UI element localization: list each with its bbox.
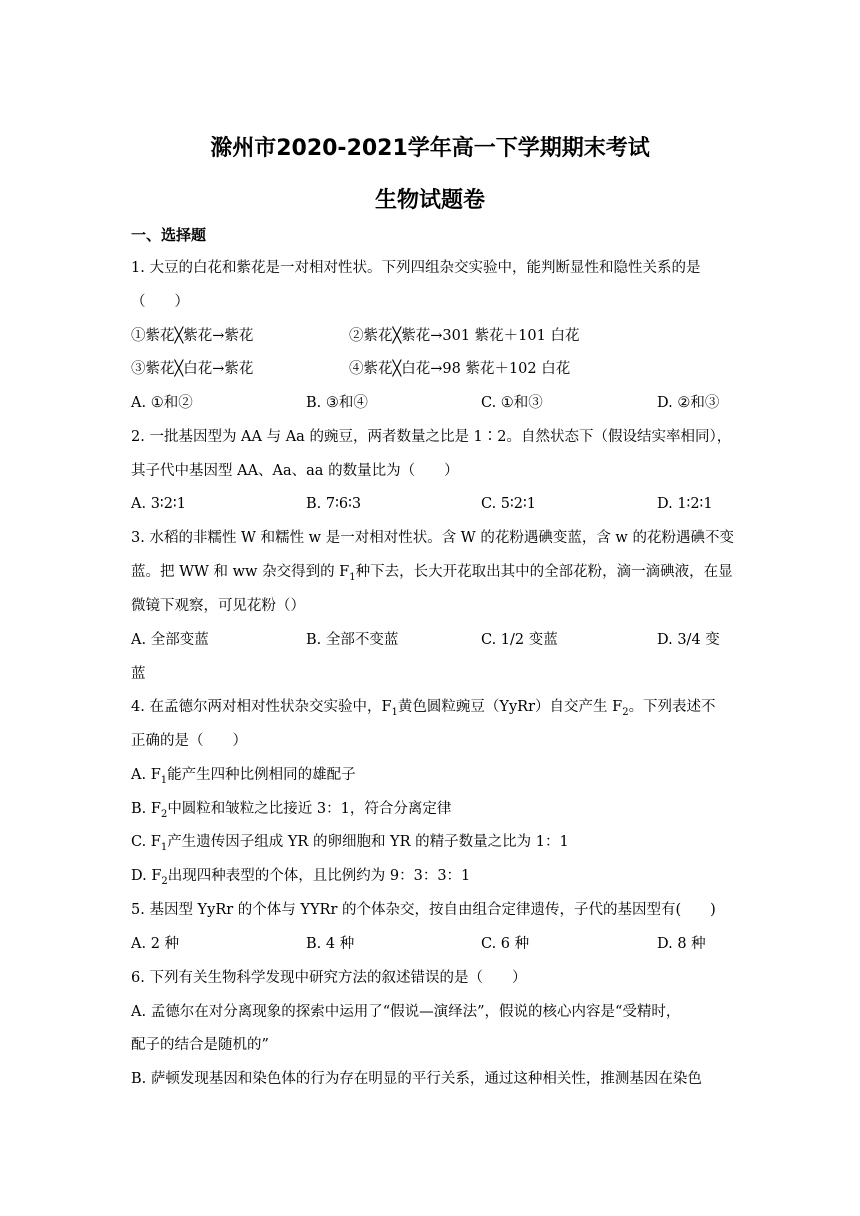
q5-option-b: B. 4 种: [306, 936, 355, 952]
q4-option-d: D. $F_2$出现四种表型的个体，且比例约为 9：3：3：1: [131, 868, 471, 887]
section-heading: 一、选择题: [131, 226, 207, 244]
q5-stem: 5. 基因型 YyRr 的个体与 YYRr 的个体杂交，按自由组合定律遗传，子代的基因型有( ): [131, 902, 716, 918]
q4-option-a: A. $F_1$能产生四种比例相同的雄配子: [131, 767, 356, 786]
q3-stem-line3: 微镜下观察，可见花粉（）: [131, 598, 305, 614]
q4-option-b: B. $F_2$中圆粒和皱粒之比接近 3：1，符合分离定律: [131, 801, 452, 820]
q2-stem-line2: 其子代中基因型 AA、Aa、aa 的数量比为（ ）: [131, 463, 459, 479]
q3-option-d: D. 3/4 变: [657, 632, 720, 648]
q6-stem: 6. 下列有关生物科学发现中研究方法的叙述错误的是（ ）: [131, 970, 527, 986]
q1-stem-line2: （ ）: [131, 294, 189, 310]
q1-stem-line1: 1. 大豆的白花和紫花是一对相对性状。下列四组杂交实验中，能判断显性和隐性关系的是: [131, 260, 701, 276]
q1-cross-4: ④紫花╳白花→98 紫花＋102 白花: [349, 361, 571, 377]
q4-stem-line1: 4. 在孟德尔两对相对性状杂交实验中，$F_1$黄色圆粒豌豆（YyRr）自交产生 $F_2$。下列表述不: [131, 699, 716, 718]
q1-option-d: D. ②和③: [657, 395, 720, 411]
q3-stem-line1: 3. 水稻的非糯性 W 和糯性 w 是一对相对性状。含 W 的花粉遇碘变蓝，含 w 的花粉遇碘不变: [131, 530, 734, 546]
q5-option-a: A. 2 种: [131, 936, 180, 952]
q5-option-c: C. 6 种: [481, 936, 530, 952]
q1-cross-3: ③紫花╳白花→紫花: [131, 361, 254, 377]
q3-stem-line2: 蓝。把 WW 和 ww 杂交得到的 $F_1$种下去，长大开花取出其中的全部花粉，滴一滴碘液，在显: [131, 564, 733, 583]
q3-option-a: A. 全部变蓝: [131, 632, 209, 648]
q2-option-a: A. 3∶2∶1: [131, 496, 186, 512]
q6-option-b-line1: B. 萨顿发现基因和染色体的行为存在明显的平行关系，通过这种相关性，推测基因在染色: [131, 1071, 702, 1087]
q2-option-b: B. 7∶6∶3: [306, 496, 362, 512]
exam-subtitle: 生物试题卷: [374, 188, 485, 213]
q4-stem-line2: 正确的是（ ）: [131, 733, 247, 749]
q6-option-a-line2: 配子的结合是随机的”: [131, 1037, 269, 1053]
exam-title: 滁州市2020-2021学年高一下学期期末考试: [210, 136, 650, 161]
q3-option-d-wrap: 蓝: [131, 666, 146, 682]
q6-option-a-line1: A. 孟德尔在对分离现象的探索中运用了“假说—演绎法”，假说的核心内容是“受精时，: [131, 1004, 681, 1020]
q1-cross-2: ②紫花╳紫花→301 紫花＋101 白花: [349, 328, 580, 344]
q2-option-c: C. 5∶2∶1: [481, 496, 537, 512]
q1-option-a: A. ①和②: [131, 395, 193, 411]
q1-cross-1: ①紫花╳紫花→紫花: [131, 328, 254, 344]
q4-option-c: C. $F_1$产生遗传因子组成 YR 的卵细胞和 YR 的精子数量之比为 1：1: [131, 834, 569, 853]
q3-option-b: B. 全部不变蓝: [306, 632, 399, 648]
q5-option-d: D. 8 种: [657, 936, 706, 952]
q1-option-b: B. ③和④: [306, 395, 368, 411]
q3-option-c: C. 1/2 变蓝: [481, 632, 558, 648]
q2-stem-line1: 2. 一批基因型为 AA 与 Aa 的豌豆，两者数量之比是 1∶2。自然状态下（假设结实率相同），: [131, 429, 732, 445]
q2-option-d: D. 1∶2∶1: [657, 496, 713, 512]
q1-option-c: C. ①和③: [481, 395, 543, 411]
